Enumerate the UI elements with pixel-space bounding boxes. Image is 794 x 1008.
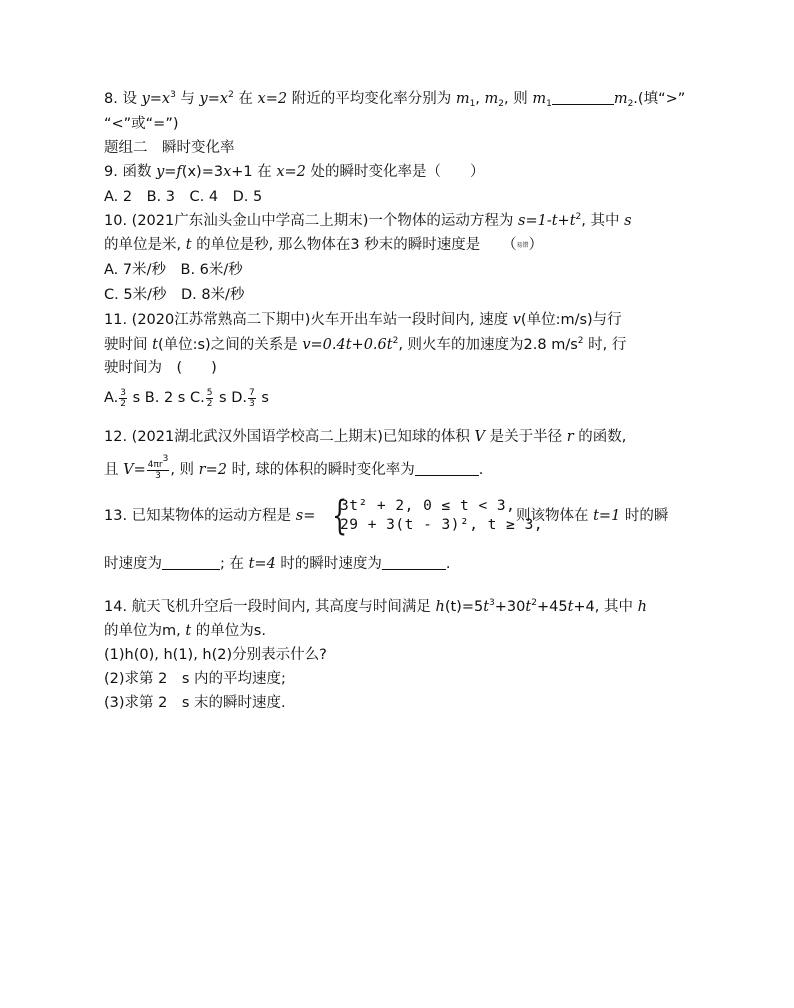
q13-text2: 则该物体在 <box>516 508 594 524</box>
q10-text3: 的单位是米, <box>104 237 186 253</box>
q11-line2 <box>104 335 626 355</box>
q12-text1: 12. (2021湖北武汉外国语学校高二上期末)已知球的体积 <box>104 429 475 445</box>
q9-x2: x=2 <box>276 164 306 180</box>
q14-t3: t <box>185 623 192 639</box>
q8-line2: “<”或“=”) <box>104 116 179 132</box>
q14-h: h <box>435 599 445 615</box>
q8-m2b: m <box>613 91 628 107</box>
q13-answer-blank-1[interactable] <box>162 555 220 570</box>
q10-text4: 的单位是秒, 那么物体在3 秒末的瞬时速度是 （ <box>191 237 517 253</box>
q12-r: r <box>566 429 574 445</box>
q11-t: t <box>152 337 158 353</box>
q14-exp3: 3 <box>489 598 495 608</box>
q14-sub3: (3)求第 2 s 末的瞬时速度. <box>104 695 286 711</box>
q13-line1b <box>516 506 668 526</box>
q14-h2: h <box>637 599 647 615</box>
q8-m2: m <box>484 91 499 107</box>
q8-comma: , <box>475 91 485 107</box>
q10-s: s <box>624 213 632 229</box>
q12-line1 <box>104 427 626 447</box>
q11-frac-c <box>206 388 214 409</box>
q8-tail: .(填“>” <box>633 91 686 107</box>
q8-mid: 在 <box>233 91 258 107</box>
q11-frac-c-den: 2 <box>206 398 213 409</box>
q12-line2 <box>104 456 483 484</box>
q8-m1b-sub: 1 <box>546 99 552 109</box>
q12-text2: 是关于半径 <box>484 429 567 445</box>
q9-eq: =3 <box>201 164 224 180</box>
q11-frac-a <box>119 388 127 409</box>
q13-text5: ; 在 <box>220 556 249 572</box>
q12-answer-blank[interactable] <box>415 461 479 476</box>
q11-frac-d <box>248 388 256 409</box>
q8-rest: 附近的平均变化率分别为 <box>287 91 456 107</box>
q11-frac-c-num: 5 <box>206 387 213 398</box>
q13-line2 <box>104 554 451 574</box>
q8-f2-exp: 2 <box>228 90 234 100</box>
q12-V: V <box>474 429 485 445</box>
q12-frac-num-exp: 3 <box>162 454 169 464</box>
q8-m1b: m <box>532 91 547 107</box>
q8-answer-blank[interactable] <box>552 90 614 105</box>
q13-case2: 29 + 3(t - 3)², t ≥ 3, <box>340 517 544 533</box>
q13-t4: t=4 <box>248 556 276 572</box>
q8-x2: x=2 <box>257 91 288 107</box>
q11-unit-exp: 2 <box>577 336 584 346</box>
q9-fn: y=f <box>156 164 182 180</box>
q8-m1: m <box>455 91 470 107</box>
q10-line2 <box>104 235 543 256</box>
q14-p30: +30 <box>494 599 526 615</box>
q14-text4: 的单位为s. <box>191 623 266 639</box>
q12-text5: , 则 <box>170 462 199 478</box>
q14-text2: (t)=5 <box>444 599 484 615</box>
q10-eq-exp: 2 <box>575 212 582 222</box>
q13-text6: 时的瞬时速度为 <box>275 556 382 572</box>
group2-heading: 题组二 瞬时变化率 <box>104 140 235 156</box>
q12-frac-den: 3 <box>155 471 161 481</box>
q12-frac-num <box>147 454 170 471</box>
q8-m1-sub: 1 <box>469 99 476 109</box>
q9-text: 9. 函数 <box>104 164 157 180</box>
q12-Veq: V= <box>123 462 146 478</box>
q11-text1: 11. (2020江苏常熟高二下期中)火车开出车站一段时间内, 速度 <box>104 312 513 328</box>
q10-tag: 易错 <box>516 242 529 249</box>
q11-eq-exp: 2 <box>392 336 399 346</box>
q11-opt-d: s D. <box>214 390 247 406</box>
q11-text4: (单位:s)之间的关系是 <box>157 337 303 353</box>
q12-text4: 且 <box>104 462 124 478</box>
q8-f2: y=x <box>199 91 229 107</box>
q9-line1 <box>104 162 485 182</box>
q14-line1 <box>104 597 647 617</box>
q11-frac-d-den: 3 <box>248 398 255 409</box>
q13-case1: 3t² + 2, 0 ≤ t < 3, <box>340 498 516 514</box>
q8-and: 与 <box>175 91 200 107</box>
q10-options-cd: C. 5米/秒 D. 8米/秒 <box>104 287 245 303</box>
q13-t1: t=1 <box>593 508 621 524</box>
q11-options <box>104 384 269 412</box>
q11-frac-a-den: 2 <box>120 398 127 409</box>
q14-text3: 的单位为m, <box>104 623 186 639</box>
q14-t: t <box>483 599 490 615</box>
q8-f1-exp: 3 <box>170 90 176 100</box>
q11-opt-end: s <box>256 390 269 406</box>
q13-end: . <box>445 556 451 572</box>
q10-line1 <box>104 211 632 231</box>
q12-end: . <box>478 462 484 478</box>
q13-s: s= <box>295 508 316 524</box>
q14-t2: t <box>525 599 532 615</box>
q14-p4: +4, 其中 <box>573 599 638 615</box>
q9-plus: +1 在 <box>231 164 277 180</box>
q12-frac <box>147 454 170 481</box>
q9-x: x <box>223 164 232 180</box>
q14-exp2: 2 <box>531 598 537 608</box>
q14-sub2: (2)求第 2 s 内的平均速度; <box>104 671 286 687</box>
q11-line1 <box>104 310 622 330</box>
q8-then: , 则 <box>504 91 533 107</box>
q14-t1: t <box>567 599 574 615</box>
q10-text2: , 其中 <box>581 213 625 229</box>
q13-text3: 时的瞬 <box>620 508 669 524</box>
q11-line3: 驶时间为 ( ) <box>104 360 217 376</box>
q12-text6: 时, 球的体积的瞬时变化率为 <box>226 462 415 478</box>
q8-m2-sub: 2 <box>498 99 504 109</box>
q8-line1 <box>104 89 685 109</box>
q13-brace: { <box>332 493 348 539</box>
q9-fx: (x) <box>181 164 202 180</box>
q10-close: ） <box>528 237 543 253</box>
q14-sub1: (1)h(0), h(1), h(2)分别表示什么? <box>104 647 327 663</box>
q14-line2 <box>104 621 266 641</box>
q11-text3: 驶时间 <box>104 337 153 353</box>
q11-frac-d-num: 7 <box>248 387 255 398</box>
q9-options: A. 2 B. 3 C. 4 D. 5 <box>104 189 263 205</box>
q10-t: t <box>185 237 192 253</box>
q12-text3: 的函数, <box>573 429 627 445</box>
q12-r2: r=2 <box>198 462 227 478</box>
q11-text6: 时, 行 <box>583 337 627 353</box>
q10-eq: s=1-t+t <box>518 213 576 229</box>
q11-text2: (单位:m/s)与行 <box>520 312 622 328</box>
q14-p45: +45 <box>536 599 568 615</box>
q12-frac-num-text: 4πr <box>147 460 163 470</box>
q11-opt-a: A. <box>104 390 119 406</box>
q11-v: v <box>512 312 521 328</box>
q11-eq: v=0.4t+0.6t <box>302 337 393 353</box>
q11-opt-bc: s B. 2 s C. <box>128 390 205 406</box>
q10-text1: 10. (2021广东汕头金山中学高二上期末)一个物体的运动方程为 <box>104 213 518 229</box>
q8-f1: y=x <box>141 91 171 107</box>
q14-text1: 14. 航天飞机升空后一段时间内, 其高度与时间满足 <box>104 599 436 615</box>
q8-m2b-sub: 2 <box>627 99 634 109</box>
q10-options-ab: A. 7米/秒 B. 6米/秒 <box>104 262 243 278</box>
q11-frac-a-num: 3 <box>120 387 127 398</box>
q13-line1a <box>104 506 315 526</box>
q8-text: 8. 设 <box>104 91 142 107</box>
q9-tail: 处的瞬时变化率是（ ） <box>305 164 485 180</box>
q11-text5: , 则火车的加速度为2.8 m/s <box>398 337 578 353</box>
q13-text1: 13. 已知某物体的运动方程是 <box>104 508 296 524</box>
q13-text4: 时速度为 <box>104 556 162 572</box>
q13-answer-blank-2[interactable] <box>382 555 446 570</box>
